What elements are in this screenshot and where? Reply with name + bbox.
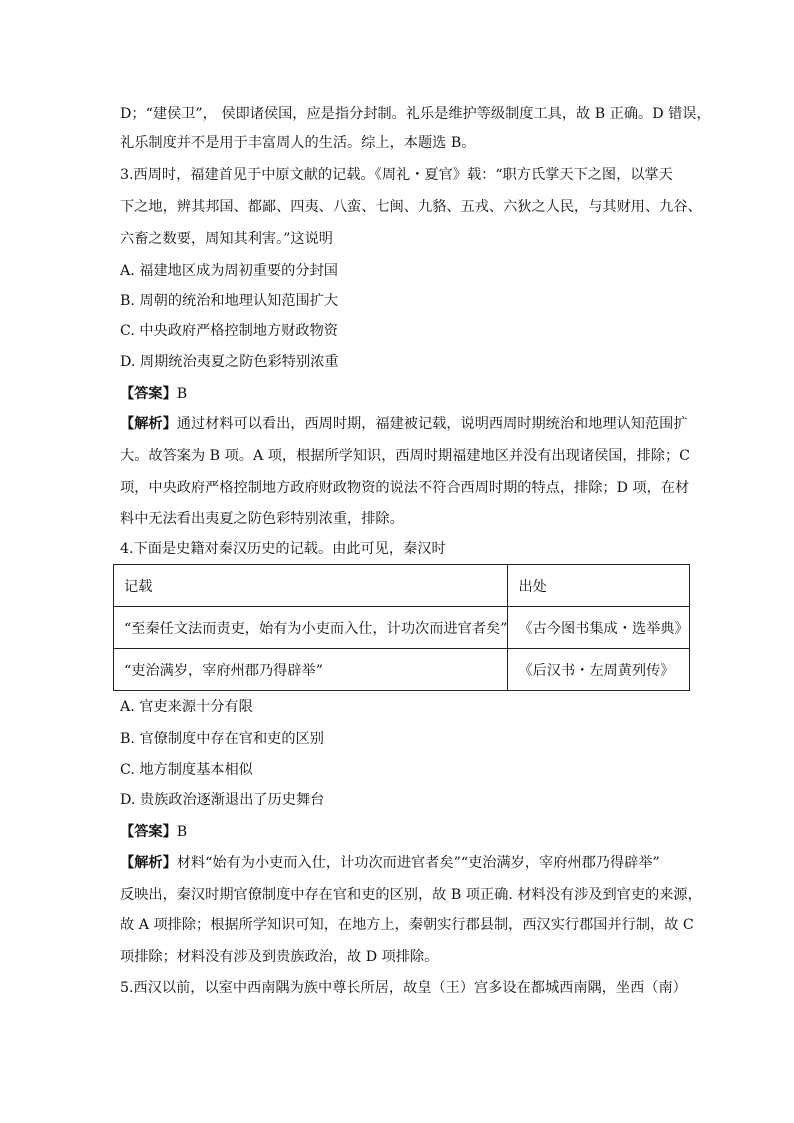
option-a: A. 福建地区成为周初重要的分封国 <box>120 263 338 279</box>
answer-label: 【答案】 <box>120 386 177 402</box>
analysis-line <box>120 414 688 434</box>
analysis-line <box>120 853 660 873</box>
text-line: 礼乐制度并不是用于丰富周人的生活。综上，本题选 B。 <box>120 135 476 151</box>
table-row <box>114 607 690 649</box>
option-d: D. 周期统治夷夏之防色彩特别浓重 <box>120 354 339 370</box>
answer-line <box>120 822 187 842</box>
table-header-cell: 出处 <box>508 565 689 607</box>
answer-value: B <box>176 386 188 402</box>
table-cell: 《古今图书集成・选举典》 <box>508 607 689 649</box>
analysis-line: 反映出，秦汉时期官僚制度中存在官和吏的区别，故 B 项正确. 材料没有涉及到官吏的来源， <box>120 887 702 903</box>
option-c: C. 地方制度基本相似 <box>120 762 253 778</box>
table-cell: “至秦任文法而责吏，始有为小吏而入仕，计功次而进官者矣” <box>114 607 508 649</box>
analysis-text: 通过材料可以看出，西周时期，福建被记载，说明西周时期统治和地理认知范围扩 <box>176 416 688 432</box>
answer-line <box>120 384 187 404</box>
answer-value: B <box>176 824 188 840</box>
question-3-stem: 3.西周时，福建首见于中原文献的记载。《周礼・夏官》载：“职方氏掌天下之图，以掌天 <box>120 167 673 183</box>
option-b: B. 官僚制度中存在官和吏的区别 <box>120 731 324 747</box>
records-table <box>113 564 690 691</box>
option-a: A. 官吏来源十分有限 <box>120 699 253 715</box>
option-c: C. 中央政府严格控制地方财政物资 <box>120 323 338 339</box>
question-4-stem: 4.下面是史籍对秦汉历史的记载。由此可见，秦汉时 <box>120 541 446 557</box>
table-cell: 《后汉书・左周黄列传》 <box>508 649 689 691</box>
question-5-stem: 5.西汉以前，以室中西南隅为族中尊长所居，故皇（王）宫多设在都城西南隅，坐西（南） <box>120 980 687 996</box>
analysis-line: 大。故答案为 B 项。A 项，根据所学知识，西周时期福建地区并没有出现诸侯国，排除；C <box>120 448 690 464</box>
analysis-label: 【解析】 <box>120 416 177 432</box>
question-3-stem: 六畜之数要，周知其利害。”这说明 <box>120 231 333 247</box>
answer-label: 【答案】 <box>120 824 177 840</box>
question-3-stem: 下之地，辨其邦国、都鄙、四夷、八蛮、七闽、九貉、五戎、六狄之人民，与其财用、九谷、 <box>120 199 702 215</box>
analysis-line: 项，中央政府严格控制地方政府财政物资的说法不符合西周时期的特点，排除；D 项，在材 <box>120 480 690 496</box>
analysis-line: 料中无法看出夷夏之防色彩特别浓重，排除。 <box>120 511 404 527</box>
analysis-line: 故 A 项排除；根据所学知识可知，在地方上，秦朝实行郡县制，西汉实行郡国并行制，故 C <box>120 917 694 933</box>
table-cell: “吏治满岁，宰府州郡乃得辟举” <box>114 649 508 691</box>
option-b: B. 周朝的统治和地理认知范围扩大 <box>120 293 339 309</box>
text-line: D；“建侯卫”， 侯即诸侯国，应是指分封制。礼乐是维护等级制度工具，故 B 正确。D 错误， <box>120 106 711 122</box>
table-header-row <box>114 565 690 607</box>
table-row <box>114 649 690 691</box>
analysis-line: 项排除；材料没有涉及到贵族政治，故 D 项排除。 <box>120 949 439 965</box>
option-d: D. 贵族政治逐渐退出了历史舞台 <box>120 792 325 808</box>
analysis-text: 材料“始有为小吏而入仕，计功次而进官者矣”“吏治满岁，宰府州郡乃得辟举” <box>176 855 660 871</box>
table-header-cell: 记载 <box>114 565 508 607</box>
analysis-label: 【解析】 <box>120 855 177 871</box>
